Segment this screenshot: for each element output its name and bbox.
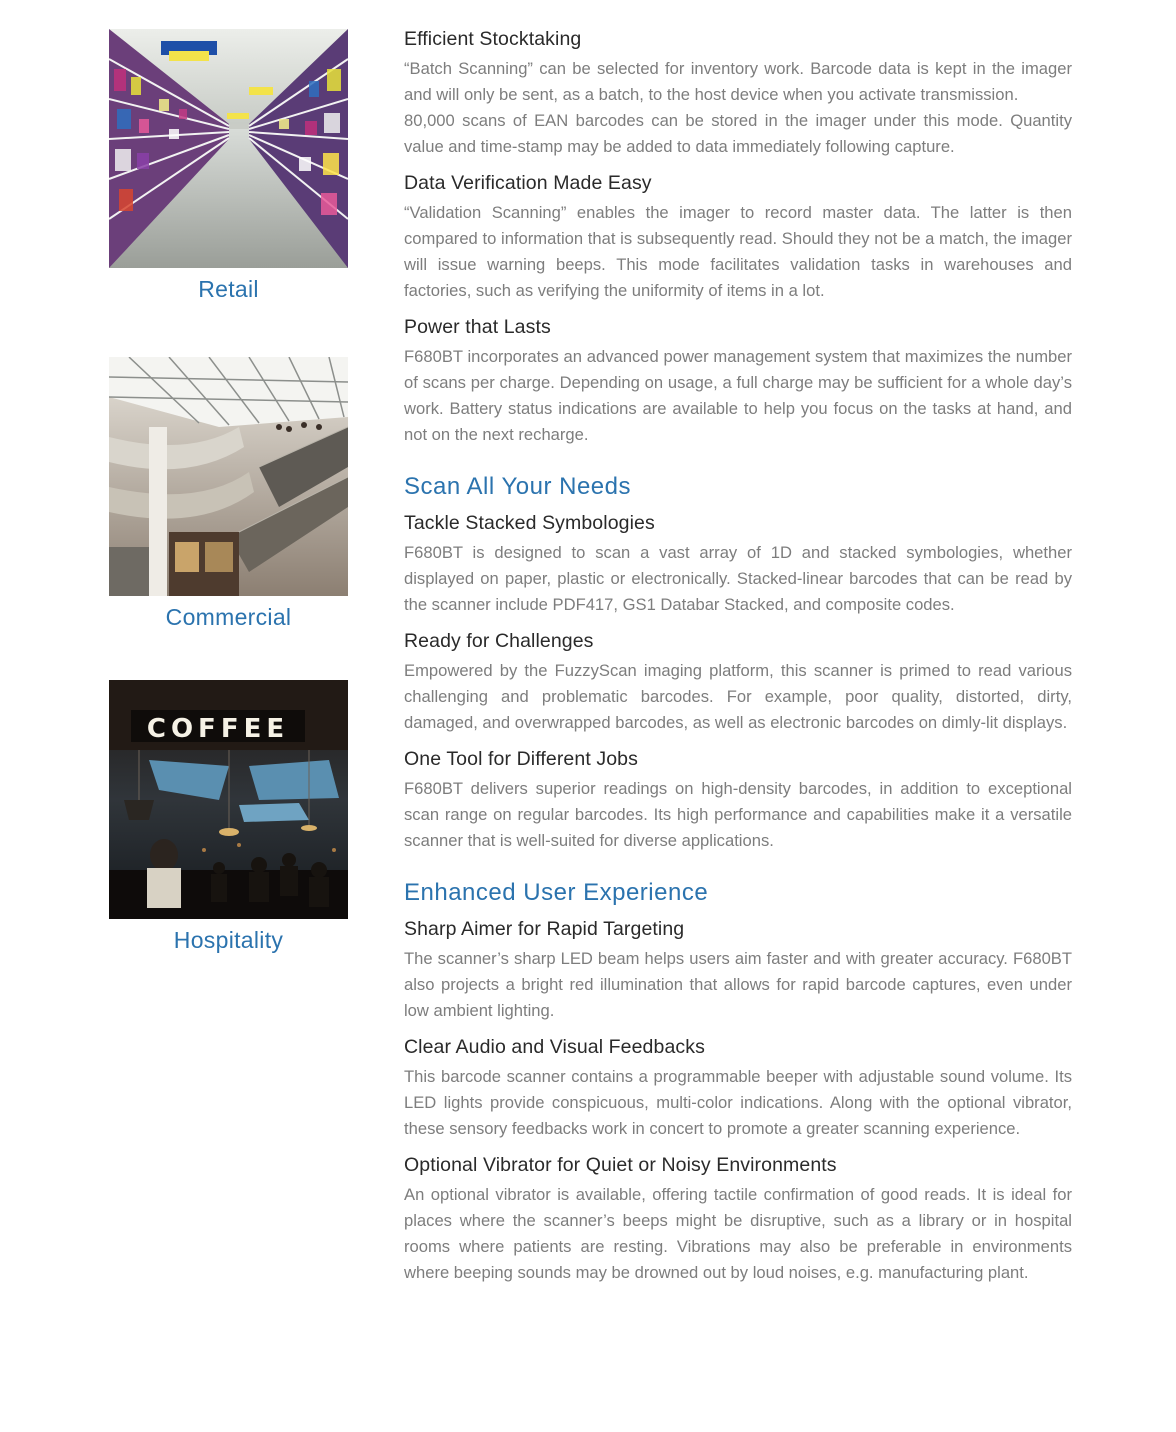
feature-title: Data Verification Made Easy bbox=[404, 172, 652, 194]
feature-description bbox=[404, 56, 1072, 160]
retail-photo bbox=[109, 29, 348, 268]
feature-optional-vibrator bbox=[404, 1152, 1072, 1286]
feature-power-that-lasts bbox=[404, 314, 1072, 448]
feature-paragraph: This barcode scanner contains a programmable beeper with adjustable sound volume. Its LED lights provide conspicuous, multi-color indications. Along with the optional vibrator, these sensory feedbacks work in concert to promote a greater scanning experience. bbox=[404, 1067, 1072, 1138]
feature-title: Optional Vibrator for Quiet or Noisy Environments bbox=[404, 1154, 837, 1176]
feature-title: Ready for Challenges bbox=[404, 630, 594, 652]
feature-description bbox=[404, 776, 1072, 854]
feature-description bbox=[404, 1064, 1072, 1142]
feature-description bbox=[404, 946, 1072, 1024]
section-heading-scan-all-your-needs: Scan All Your Needs bbox=[404, 473, 631, 500]
feature-description bbox=[404, 1182, 1072, 1286]
feature-title: Power that Lasts bbox=[404, 316, 551, 338]
section-heading-enhanced-user-experience: Enhanced User Experience bbox=[404, 879, 709, 906]
feature-data-verification bbox=[404, 170, 1072, 304]
retail-caption: Retail bbox=[198, 276, 259, 302]
feature-paragraph: The scanner’s sharp LED beam helps users aim faster and with greater accuracy. F680BT also projects a bright red illumination that allows for rapid barcode captures, even under low ambient lighting. bbox=[404, 949, 1072, 1020]
feature-clear-audio-visual-feedbacks bbox=[404, 1034, 1072, 1142]
commercial-caption: Commercial bbox=[165, 604, 292, 630]
feature-paragraph: “Validation Scanning” enables the imager to record master data. The latter is then compared to information that is subsequently read. Should they not be a match, the imager will issue warning beeps. This mode facilitates validation tasks in warehouses and factories, such as verifying the uniformity of items in a lot. bbox=[404, 203, 1072, 300]
feature-description bbox=[404, 344, 1072, 448]
feature-paragraph: An optional vibrator is available, offering tactile confirmation of good reads. It is ideal for places where the scanner’s beeps might be disruptive, such as a library or in hospital rooms where patients are resting. Vibrations may also be preferable in environments where beeping sounds may be drowned out by loud noises, e.g. manufacturing plant. bbox=[404, 1185, 1072, 1282]
feature-content bbox=[404, 26, 1072, 1296]
hospitality-caption: Hospitality bbox=[173, 927, 284, 953]
hospitality-photo bbox=[109, 680, 348, 919]
feature-title: Sharp Aimer for Rapid Targeting bbox=[404, 918, 685, 940]
feature-title: One Tool for Different Jobs bbox=[404, 748, 638, 770]
feature-title: Efficient Stocktaking bbox=[404, 28, 582, 50]
feature-efficient-stocktaking bbox=[404, 26, 1072, 160]
feature-title: Clear Audio and Visual Feedbacks bbox=[404, 1036, 705, 1058]
feature-one-tool-for-different-jobs bbox=[404, 746, 1072, 854]
feature-paragraph: “Batch Scanning” can be selected for inventory work. Barcode data is kept in the imager and will only be sent, as a batch, to the host device when you activate transmission. bbox=[404, 59, 1072, 104]
feature-tackle-stacked-symbologies bbox=[404, 510, 1072, 618]
feature-paragraph: F680BT is designed to scan a vast array of 1D and stacked symbologies, whether displayed on paper, plastic or electronically. Stacked-linear barcodes that can be read by the scanner include PDF417, GS1 Databar Stacked, and composite codes. bbox=[404, 543, 1072, 614]
feature-title: Tackle Stacked Symbologies bbox=[404, 512, 655, 534]
coffee-sign: COFFEE bbox=[146, 714, 290, 744]
feature-paragraph: Empowered by the FuzzyScan imaging platform, this scanner is primed to read various challenging and problematic barcodes. For example, poor quality, distorted, dirty, damaged, and overwrapped barcodes, as well as electronic barcodes on dimly-lit displays. bbox=[404, 661, 1072, 732]
feature-description bbox=[404, 200, 1072, 304]
commercial-photo bbox=[109, 357, 348, 596]
feature-description bbox=[404, 658, 1072, 736]
feature-ready-for-challenges bbox=[404, 628, 1072, 736]
feature-paragraph: F680BT delivers superior readings on high-density barcodes, in addition to exceptional scan range on regular barcodes. Its high performance and capabilities make it a versatile scanner that is well-suited for diverse applications. bbox=[404, 779, 1072, 850]
feature-description bbox=[404, 540, 1072, 618]
feature-paragraph: F680BT incorporates an advanced power management system that maximizes the number of scans per charge. Depending on usage, a full charge may be sufficient for a whole day’s work. Battery status indications are available to help you focus on the tasks at hand, and not on the next recharge. bbox=[404, 347, 1072, 444]
feature-sharp-aimer bbox=[404, 916, 1072, 1024]
feature-paragraph: 80,000 scans of EAN barcodes can be stored in the imager under this mode. Quantity value and time-stamp may be added to data immediately following capture. bbox=[404, 111, 1072, 156]
